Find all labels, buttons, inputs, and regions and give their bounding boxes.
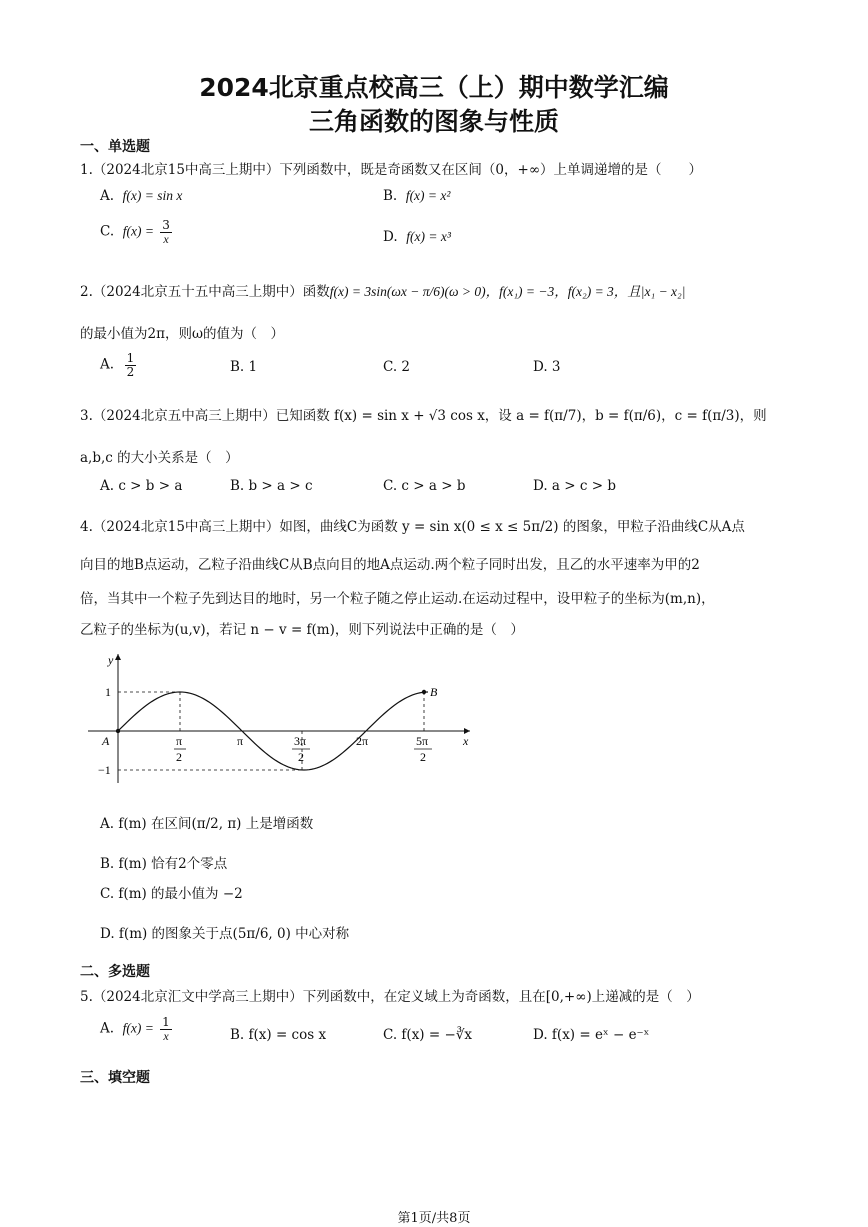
question-1-stem: 1.（2024北京15中高三上期中）下列函数中，既是奇函数又在区间（0，+∞）上单调递增的是（ ）	[80, 162, 703, 178]
y-axis-label: y	[108, 653, 114, 667]
q2-option-b: B. 1	[230, 359, 258, 375]
point-b-label: B	[430, 685, 438, 699]
question-5-stem: 5.（2024北京汇文中学高三上期中）下列函数中，在定义域上为奇函数，且在[0,+∞)上递减的是（ ）	[80, 989, 700, 1005]
tick-neg-1: −1	[98, 763, 111, 777]
section-heading-single-choice: 一、单选题	[80, 139, 150, 155]
point-b-marker	[422, 690, 426, 694]
q2-option-a: A. $\frac{1}{2}$	[100, 351, 135, 379]
q2-option-d: D. 3	[533, 359, 561, 375]
document-title: 2024北京重点校高三（上）期中数学汇编	[199, 73, 669, 102]
tick-pi-over-2-den: 2	[176, 750, 182, 764]
tick-5pi-over-2-den: 2	[420, 750, 426, 764]
q4-option-c: C. f(m) 的最小值为 −2	[100, 886, 243, 902]
q4-option-a: A. f(m) 在区间(π/2, π) 上是增函数	[100, 816, 314, 832]
q1-option-b: B. f(x) = x²	[383, 188, 451, 204]
tick-3pi-over-2-num: 3π	[294, 734, 307, 748]
tick-5pi-over-2-num: 5π	[416, 734, 429, 748]
question-2-stem: 2.（2024北京五十五中高三上期中）函数f(x) = 3sin(ωx − π/6)(ω > 0)，f(x₁) = −3，f(x₂) = 3，且|x₁ − x₂|	[80, 284, 686, 300]
q5-option-b: B. f(x) = cos x	[230, 1027, 327, 1043]
x-axis-label: x	[463, 734, 469, 748]
question-3-stem: 3.（2024北京五中高三上期中）已知函数 f(x) = sin x + √3 cos x，设 a = f(π/7)，b = f(π/6)，c = f(π/3)，则	[80, 408, 767, 424]
point-a-label: A	[102, 734, 110, 748]
section-heading-fill-in: 三、填空题	[80, 1070, 150, 1086]
q3-option-b: B. b > a > c	[230, 478, 313, 494]
section-heading-multi-choice: 二、多选题	[80, 964, 150, 980]
q4-option-d: D. f(m) 的图象关于点(5π/6, 0) 中心对称	[100, 926, 350, 942]
q3-option-d: D. a > c > b	[533, 478, 616, 494]
question-4-line-2: 向目的地B点运动，乙粒子沿曲线C从B点向目的地A点运动.两个粒子同时出发，且乙的水平速率为甲的2	[80, 557, 700, 573]
sine-curve-figure	[80, 648, 480, 788]
tick-1: 1	[105, 685, 111, 699]
q1-option-d: D. f(x) = x³	[383, 229, 451, 245]
q1-option-a: A. f(x) = sin x	[100, 188, 183, 204]
q5-option-a: A. f(x) = $\frac{1}{x}$	[100, 1015, 170, 1043]
q5-option-c: C. f(x) = −∛x	[383, 1027, 472, 1043]
q2-option-c: C. 2	[383, 359, 411, 375]
question-4-line-1: 4.（2024北京15中高三上期中）如图，曲线C为函数 y = sin x(0 ≤ x ≤ 5π/2) 的图象，甲粒子沿曲线C从A点	[80, 519, 745, 535]
q3-option-a: A. c > b > a	[100, 478, 183, 494]
tick-pi-over-2-num: π	[176, 734, 183, 748]
point-a-marker	[116, 729, 120, 733]
question-4-line-3: 倍，当其中一个粒子先到达目的地时，另一个粒子随之停止运动.在运动过程中，设甲粒子的坐标为(m,n)，	[80, 591, 715, 607]
question-4-line-4: 乙粒子的坐标为(u,v)，若记 n − v = f(m)，则下列说法中正确的是（ ）	[80, 622, 524, 638]
tick-pi: π	[237, 734, 244, 748]
q5-option-d: D. f(x) = eˣ − e⁻ˣ	[533, 1027, 650, 1043]
q1-option-c: C. f(x) = $\frac{3}{x}$	[100, 218, 170, 246]
question-3-stem-cont: a,b,c 的大小关系是（ ）	[80, 450, 239, 466]
q3-option-c: C. c > a > b	[383, 478, 466, 494]
tick-3pi-over-2-den: 2	[298, 750, 304, 764]
q4-option-b: B. f(m) 恰有2个零点	[100, 856, 228, 872]
question-2-stem-cont: 的最小值为2π，则ω的值为（ ）	[80, 326, 284, 342]
document-subtitle: 三角函数的图象与性质	[308, 107, 559, 136]
page-footer: 第1页/共8页	[397, 1211, 471, 1226]
tick-2pi: 2π	[356, 734, 369, 748]
